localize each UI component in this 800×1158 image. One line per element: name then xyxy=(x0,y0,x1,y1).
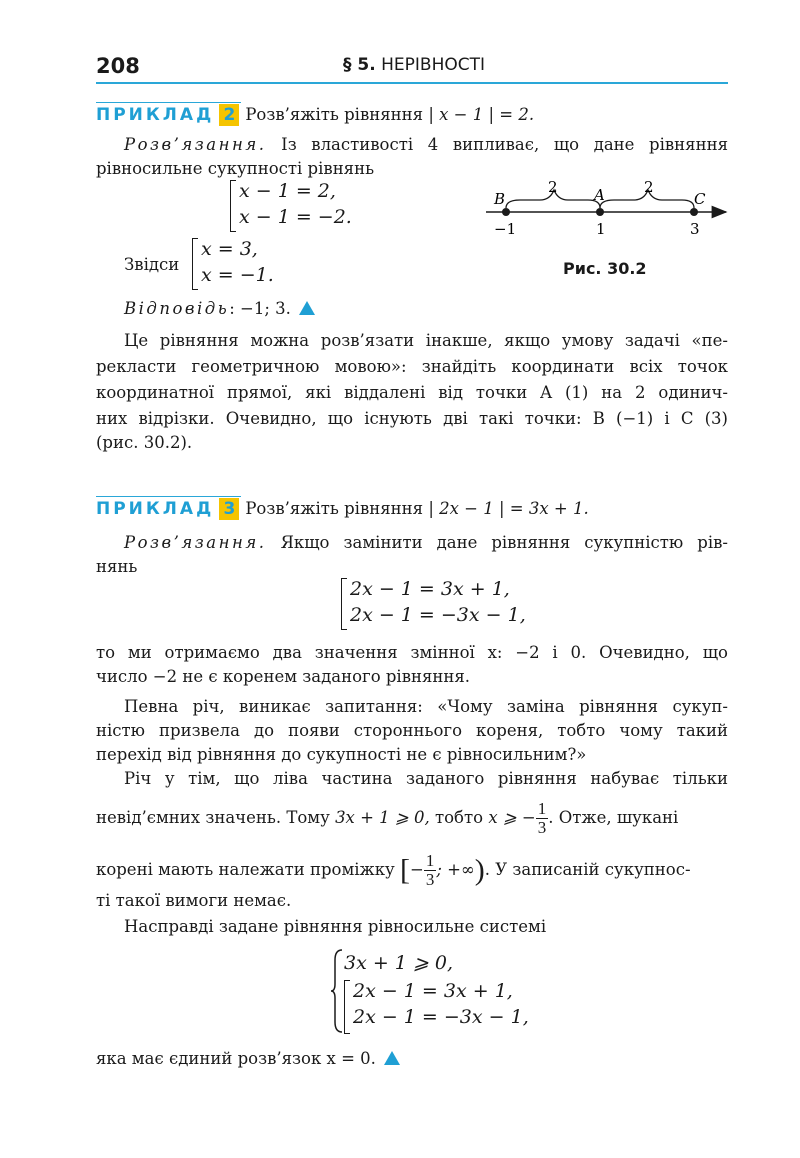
paragraph-line: (рис. 30.2). xyxy=(96,433,193,452)
paragraph-line: то ми отримаємо два значення змінної x: −2 і 0. Очевидно, що xyxy=(96,643,728,662)
fraction-one-third: $\frac{1}{3}$ xyxy=(425,851,435,889)
paragraph-line: Насправді задане рівняння рівносильне системі xyxy=(124,917,547,936)
paragraph-line: ністю призвела до появи стороннього кореня, тобто чому такий xyxy=(96,721,728,740)
paragraph-line: ті такої вимоги немає. xyxy=(96,891,292,910)
fraction-one-third: $\frac{1}{3}$ xyxy=(537,799,547,837)
distance-label: 2 xyxy=(644,178,654,196)
system-brace xyxy=(330,948,344,1034)
example-rule xyxy=(96,496,241,497)
example3-solution-line2: нянь xyxy=(96,557,138,576)
example2-solution-line1: Розв’язання. Із властивості 4 випливає, що дане рівняння xyxy=(124,135,728,154)
paragraph-line-with-fraction: невід’ємних значень. Тому 3x + 1 ⩾ 0, тобто x ⩾ − $\frac{1}{3}$ . Отже, шукані xyxy=(96,799,679,837)
end-of-solution-icon xyxy=(384,1051,400,1065)
example2-solution-line2: рівносильне сукупності рівнянь xyxy=(96,159,375,178)
point-a-marker xyxy=(596,208,604,216)
figure-caption: Рис. 30.2 xyxy=(563,259,647,278)
number-line-figure xyxy=(480,176,740,246)
example2-system2: x = 3, x = −1. xyxy=(201,238,274,286)
final-system-line: 3x + 1 ⩾ 0, xyxy=(344,952,454,974)
paragraph-line: перехід від рівняння до сукупності не є рівносильним?» xyxy=(96,745,587,764)
header-rule xyxy=(96,82,728,84)
hence-label: Звідси xyxy=(124,255,180,274)
paragraph-line: Певна річ, виникає запитання: «Чому заміна рівняння сукуп- xyxy=(124,697,728,716)
paragraph-line: число −2 не є коренем заданого рівняння. xyxy=(96,667,471,686)
example-rule xyxy=(96,102,241,103)
distance-label: 2 xyxy=(548,178,558,196)
example3-solution-line1: Розв’язання. Якщо замінити дане рівняння сукупністю рів- xyxy=(124,533,728,552)
conclusion: яка має єдиний розв’язок x = 0. xyxy=(96,1048,400,1070)
paragraph-line: рекласти геометричною мовою»: знайдіть координати всіх точок xyxy=(96,357,728,376)
tick-label: −1 xyxy=(494,220,517,238)
set-bracket xyxy=(341,578,347,630)
tick-label: 1 xyxy=(596,220,606,238)
paragraph-line: Це рівняння можна розв’язати інакше, якщо умову задачі «пе- xyxy=(124,331,728,350)
set-bracket xyxy=(192,238,198,290)
point-b-marker xyxy=(502,208,510,216)
example2-system1: x − 1 = 2, x − 1 = −2. xyxy=(239,180,352,228)
tick-label: 3 xyxy=(690,220,700,238)
paragraph-line: координатної прямої, які віддалені від точки A (1) на 2 одинич- xyxy=(96,383,728,402)
section-title: § 5. НЕРІВНОСТІ xyxy=(343,55,486,75)
end-of-solution-icon xyxy=(299,301,315,315)
paragraph-line: Річ у тім, що ліва частина заданого рівняння набуває тільки xyxy=(124,769,728,788)
set-bracket xyxy=(230,180,236,232)
example2-answer: Відповідь: −1; 3. xyxy=(124,298,315,320)
point-c-label: C xyxy=(694,190,706,208)
example3-system: 2x − 1 = 3x + 1, 2x − 1 = −3x − 1, xyxy=(350,578,526,626)
point-a-label: A xyxy=(594,186,605,204)
paragraph-line-with-interval: корені мають належати проміжку [− $\frac{1}{3}$ ; +∞). У записаній сукупнос- xyxy=(96,851,691,889)
page-number: 208 xyxy=(96,54,140,78)
paragraph-line: них відрізки. Очевидно, що існують дві такі точки: B (−1) і C (3) xyxy=(96,409,728,428)
set-bracket xyxy=(344,980,350,1034)
example3-heading: ПРИКЛАД 3 Розв’яжіть рівняння | 2x − 1 | = 3x + 1. xyxy=(96,499,589,519)
point-c-marker xyxy=(690,208,698,216)
example2-heading: ПРИКЛАД 2 Розв’яжіть рівняння | x − 1 | = 2. xyxy=(96,105,535,125)
final-system-set: 2x − 1 = 3x + 1, 2x − 1 = −3x − 1, xyxy=(353,980,529,1028)
point-b-label: B xyxy=(494,190,506,208)
